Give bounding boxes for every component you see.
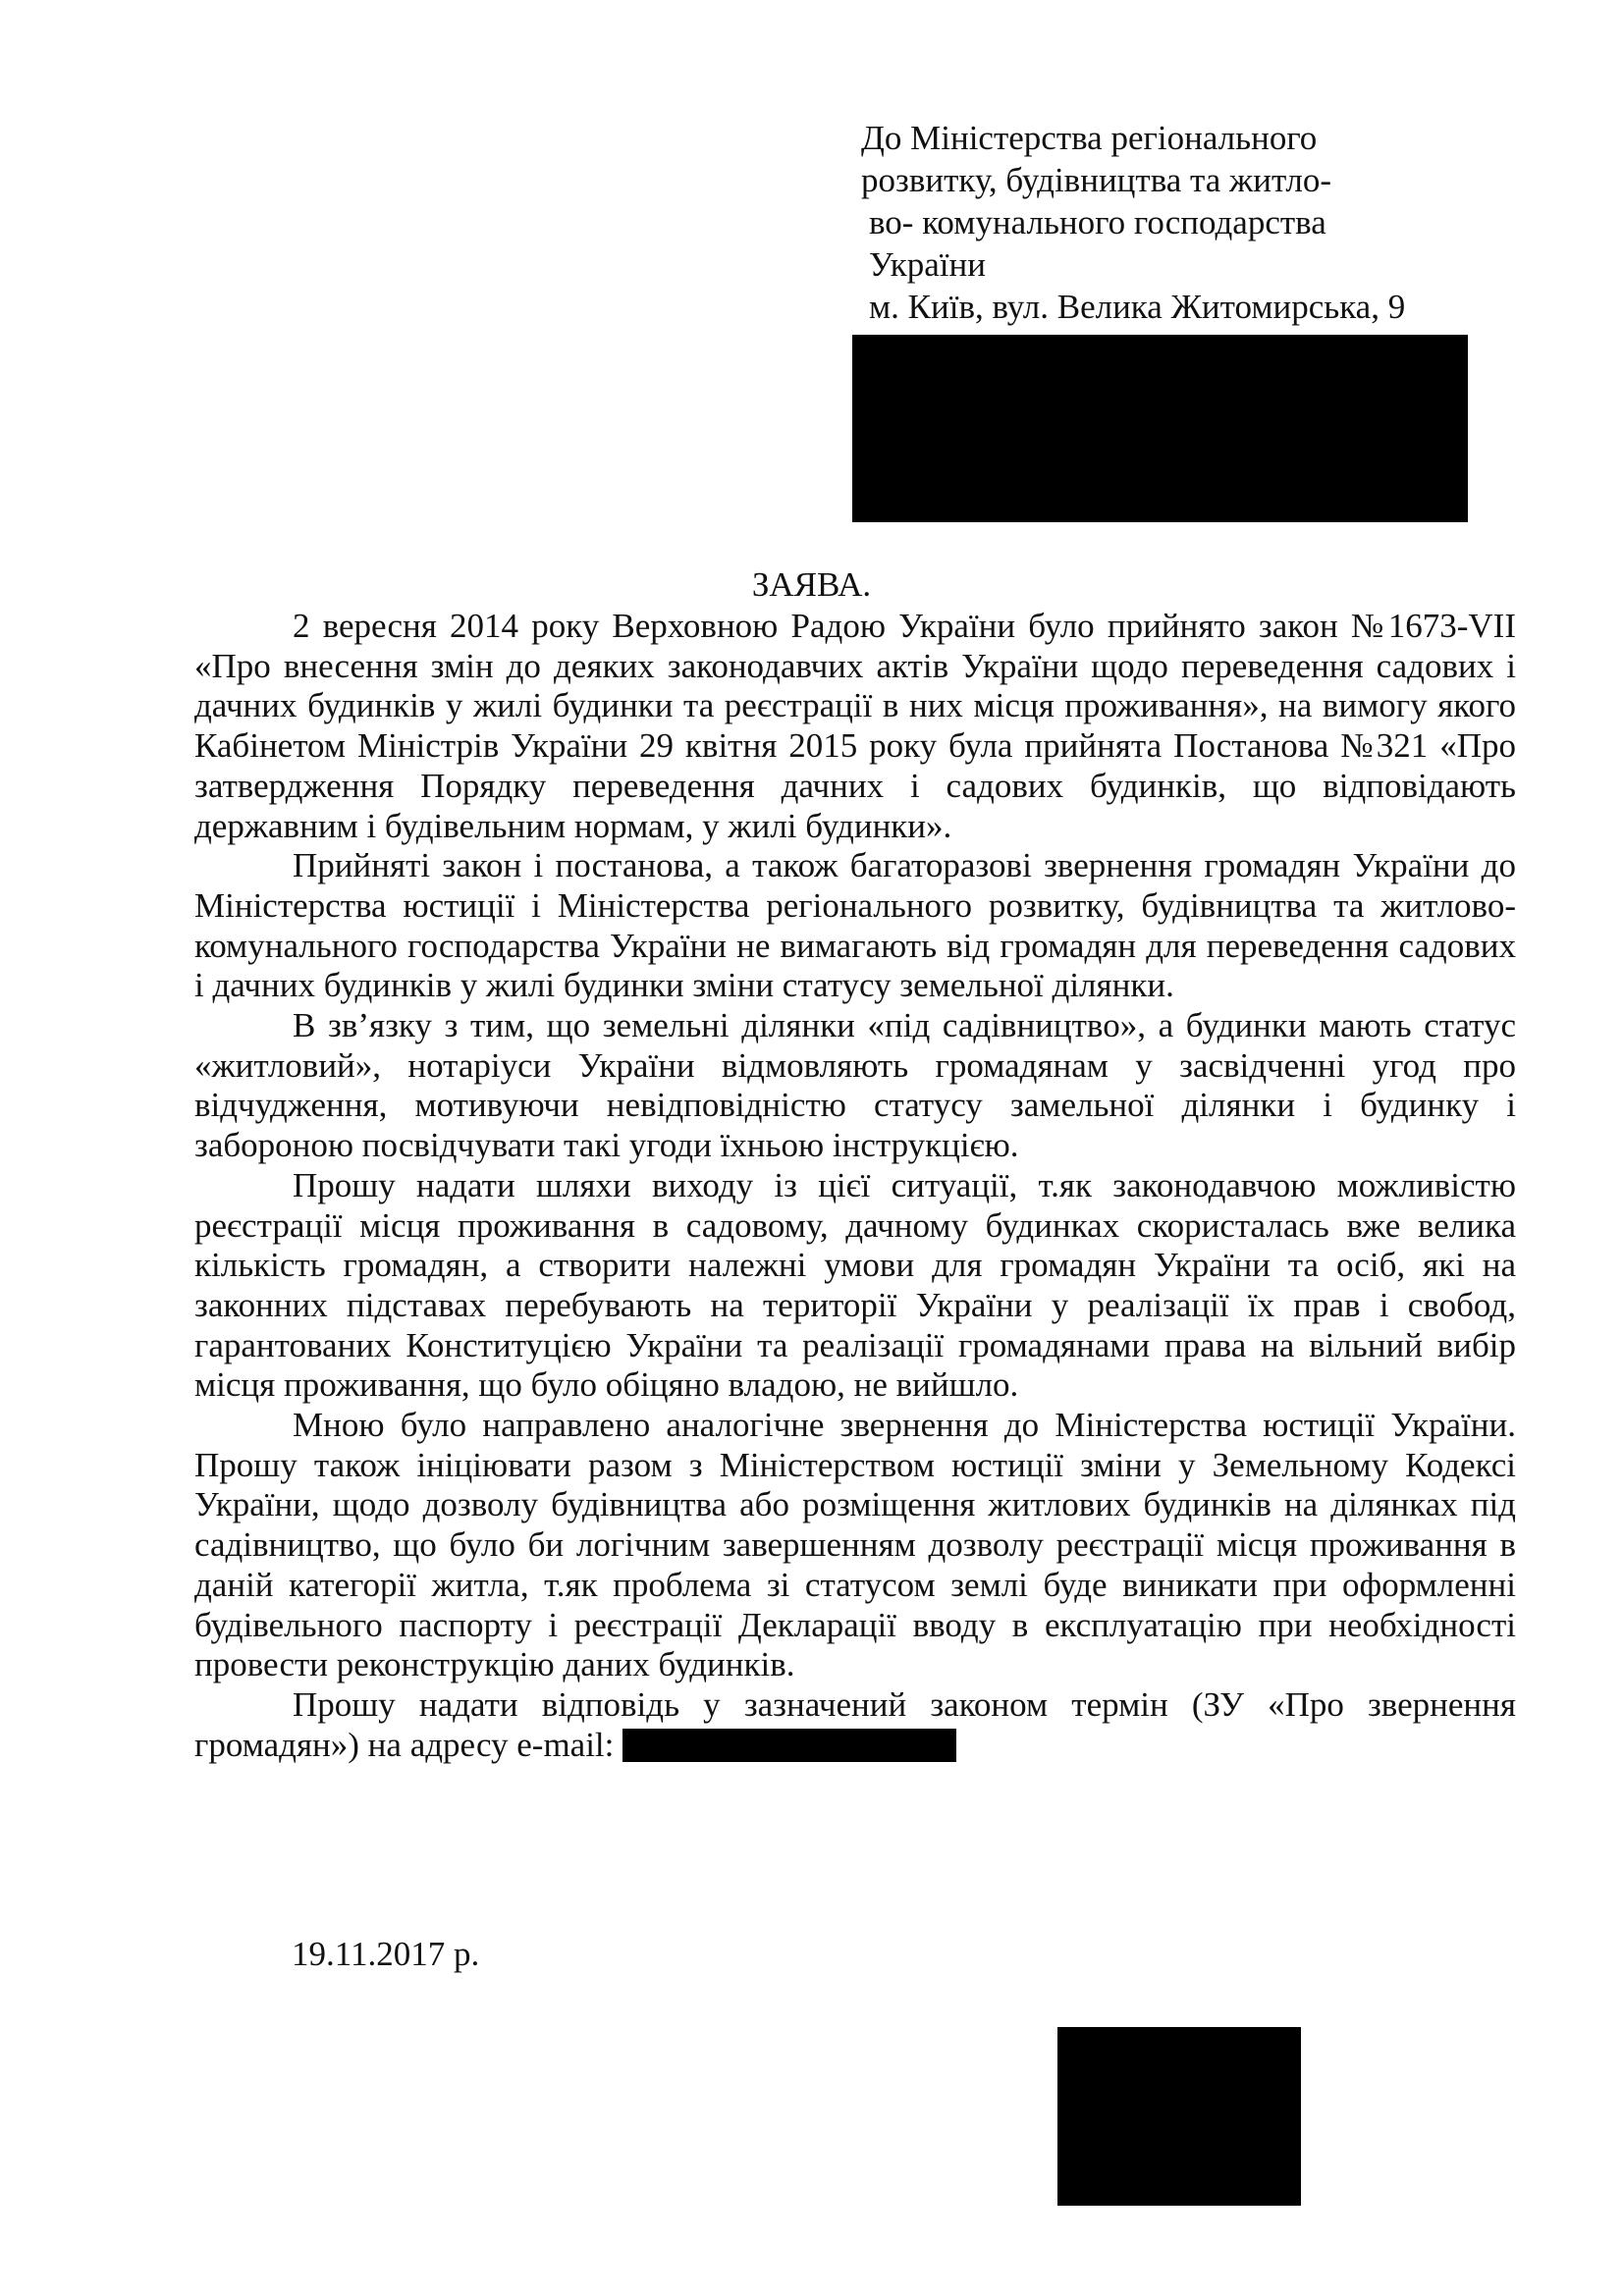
document-date: 19.11.2017 р. xyxy=(292,1935,480,1973)
addressee-line-2: розвитку, будівництва та житло- xyxy=(861,161,1332,199)
email-redaction-box xyxy=(622,1729,956,1762)
body-text xyxy=(194,607,1516,1765)
document-title xyxy=(0,564,1623,606)
addressee-block xyxy=(0,0,1623,550)
paragraph-6 xyxy=(194,1685,1516,1765)
document-title-text: ЗАЯВА. xyxy=(751,565,872,604)
paragraph-2: Прийняті закон і постанова, а також багаторазові звернення громадян України до Міністерства юстиції і Міністерства регіонального розвитку, будівництва та житлово-комунального господарства України не вимагають від громадян для переведення садових і дачних будинків у жилі будинки зміни статусу земельної ділянки. xyxy=(194,846,1516,1005)
paragraph-5: Мною було направлено аналогічне звернення до Міністерства юстиції України. Прошу також ініціювати разом з Міністерством юстиції зміни у Земельному Кодексі України, щодо дозволу будівництва або розміщення житлових будинків на ділянках під садівництво, що було би логічним завершенням дозволу реєстрації місця проживання в даній категорії житла, т.як проблема зі статусом землі буде виникати при оформленні будівельного паспорту і реєстрації Декларації вводу в експлуатацію при необхідності провести реконструкцію даних будинків. xyxy=(194,1406,1516,1684)
addressee-line-5: м. Київ, вул. Велика Житомирська, 9 xyxy=(869,288,1406,326)
reply-request-text: Прошу надати відповідь у зазначений законом термін (ЗУ «Про звернення громадян») на адресу e-mail: xyxy=(194,1684,1516,1764)
addressee-line-4: України xyxy=(869,245,986,284)
signature-redaction-box xyxy=(1057,2027,1301,2206)
sender-redaction-box xyxy=(852,335,1468,522)
paragraph-1: 2 вересня 2014 року Верховною Радою України було прийнято закон №1673-VII «Про внесення змін до деяких законодавчих актів України щодо переведення садових і дачних будинків у жилі будинки та реєстрації в них місця проживання», на вимогу якого Кабінетом Міністрів України 29 квітня 2015 року була прийнята Постанова №321 «Про затвердження Порядку переведення дачних і садових будинків, що відповідають державним і будівельним нормам, у жилі будинки». xyxy=(194,607,1516,845)
paragraph-4: Прошу надати шляхи виходу із цієї ситуації, т.як законодавчою можливістю реєстрації місця проживання в садовому, дачному будинках скористалась вже велика кількість громадян, а створити належні умови для громадян України та осіб, які на законних підставах перебувають на території України у реалізації їх прав і свобод, гарантованих Конституцією України та реалізації громадянами права на вільний вибір місця проживання, що було обіцяно владою, не вийшло. xyxy=(194,1165,1516,1405)
paragraph-3: В зв’язку з тим, що земельні ділянки «під садівництво», а будинки мають статус «житловий», нотаріуси України відмовляють громадянам у засвідченні угод про відчудження, мотивуючи невідповідністю статусу замельної ділянки і будинку і забороною посвідчувати такі угоди їхньою інструкцією. xyxy=(194,1006,1516,1165)
addressee-line-3: во- комунального господарства xyxy=(869,203,1326,241)
addressee-line-1: До Міністерства регіонального xyxy=(861,119,1318,157)
